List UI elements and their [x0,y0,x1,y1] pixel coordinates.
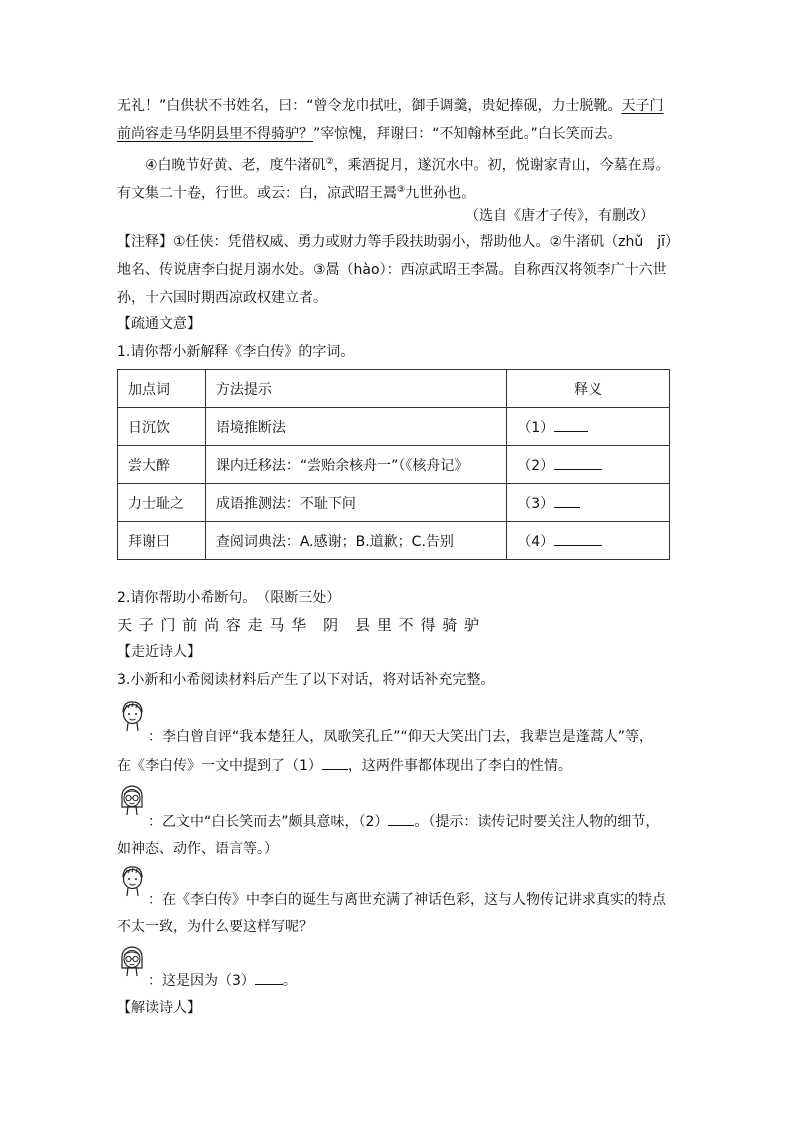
question-2: 2.请你帮助小希断句。 （限断三处） [117,590,341,606]
table-cell-answer: （3） [507,484,670,522]
section-heading: 【走近诗人】 [117,644,201,660]
table-row [118,408,670,446]
dialogue-line: 不太一致，为什么要这样写呢？ [117,919,313,935]
passage-source: （选自《唐才子传》，有删改） [465,208,654,224]
table-header: 加点词 [118,370,206,408]
table-cell-method: 查阅词典法：A.感谢；B.道歉；C.告别 [205,522,506,560]
answer-blank[interactable] [255,970,283,985]
passage-line: ④白晚节好黄、老，度牛渚矶②，乘酒捉月，遂沉水中。初，悦谢家青山，今墓在焉。 [145,157,670,174]
table-row [118,484,670,522]
dialogue-line: ：在《李白传》中李白的诞生与离世充满了神话色彩，这与人物传记讲求真实的特点 [148,892,666,908]
vocab-table [117,369,670,560]
girl-avatar-icon [118,944,146,978]
answer-blank[interactable] [322,755,348,770]
table-cell-method: 成语推测法：不耻下问 [205,484,506,522]
table-row [118,446,670,484]
passage-line: 前尚容走马华阴县里不得骑驴？”宰惊愧，拜谢曰：“不知翰林至此。”白长笑而去。 [117,126,622,142]
dialogue-line: 如神态、动作、语言等。） [117,841,278,857]
girl-avatar-icon [118,783,146,817]
table-header: 释义 [507,370,670,408]
answer-blank[interactable] [388,811,414,826]
table-header-row [118,370,670,408]
answer-blank[interactable] [554,493,580,508]
question-3: 3.小新和小希阅读材料后产生了以下对话，将对话补充完整。 [117,672,495,688]
section-heading: 【疏通文意】 [117,316,201,332]
table-cell-answer: （1） [507,408,670,446]
passage-line: 有文集二十卷，行世。或云：白，凉武昭王暠③九世孙也。 [117,185,476,202]
table-header: 方法提示 [205,370,506,408]
passage-line: 无礼！”白供状不书姓名，曰：“曾令龙巾拭吐，御手调羹，贵妃捧砚，力士脱靴。天子门 [117,98,664,114]
answer-blank[interactable] [554,531,602,546]
table-cell-answer: （2） [507,446,670,484]
section-heading: 【解读诗人】 [117,1000,201,1016]
table-cell-method: 课内迁移法：“尝贻余核舟一”（《核舟记》 [205,446,506,484]
table-cell-answer: （4） [507,522,670,560]
notes-line: 孙，十六国时期西凉政权建立者。 [117,290,327,306]
boy-avatar-icon [118,864,146,898]
table-cell-method: 语境推断法 [205,408,506,446]
dialogue-line: 在《李白传》一文中提到了（1） ，这两件事都体现出了李白的性情。 [117,755,572,776]
question-1: 1.请你帮小新解释《李白传》的字词。 [117,344,355,360]
dialogue-line: ：这是因为（3） 。 [148,970,297,991]
notes-line: 【注释】①任侠：凭借权威、勇力或财力等手段扶助弱小，帮助他人。②牛渚矶（zhǔ jī） [117,234,679,250]
table-cell-word: 尝大醉 [118,446,206,484]
punctuation-sentence: 天 子 门 前 尚 容 走 马 华 阴 县 里 不 得 骑 驴 [117,616,480,634]
table-cell-word: 拜谢曰 [118,522,206,560]
table-cell-word: 日沉饮 [118,408,206,446]
answer-blank[interactable] [554,417,588,432]
dialogue-line: ：李白曾自评“我本楚狂人，凤歌笑孔丘”“仰天大笑出门去，我辈岂是蓬蒿人”等， [148,729,654,745]
table-cell-word: 力士耻之 [118,484,206,522]
notes-line: 地名、传说唐李白捉月溺水处。③暠（hào）：西凉武昭王李暠。自称西汉将领李广十六世 [117,262,667,278]
boy-avatar-icon [118,699,146,733]
dialogue-line: ：乙文中“白长笑而去”颇具意味，（2） 。（提示：读传记时要关注人物的细节， [148,811,659,832]
table-row [118,522,670,560]
answer-blank[interactable] [554,455,602,470]
